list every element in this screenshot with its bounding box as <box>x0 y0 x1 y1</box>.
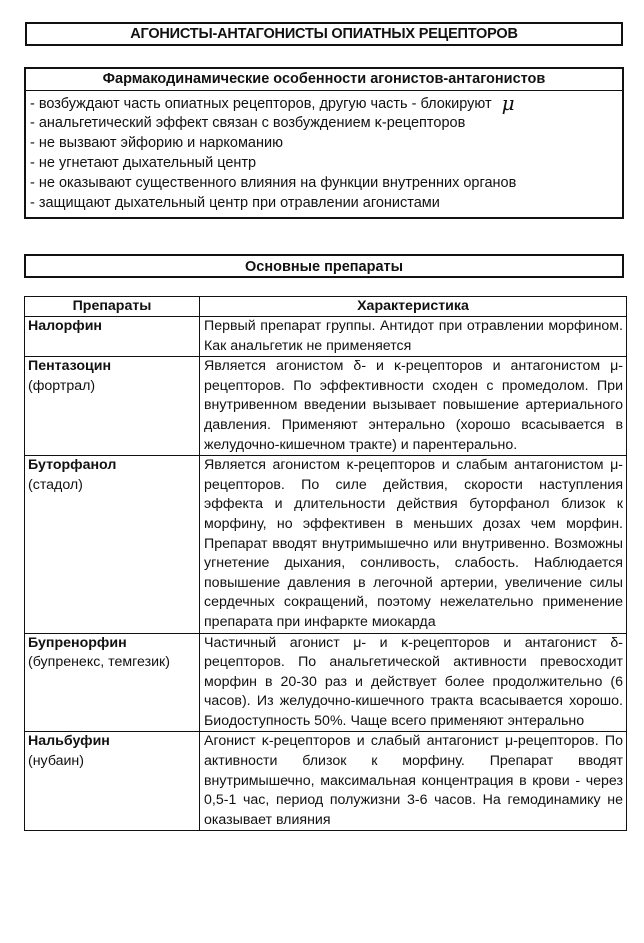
pharmacodynamics-list <box>26 91 622 217</box>
drugs-table <box>24 296 627 831</box>
drug-name: Бупренорфин <box>28 634 127 651</box>
drug-description: Агонист κ-рецепторов и слабый антагонист μ-рецепторов. По активности близок к морфину. Препарат вводят внутримышечно, максимальная концентрация в крови - через 0,5-1 час, период полужизни 3-6 часов. На гемодинамику не оказывает влияния <box>200 732 627 831</box>
drug-trade-names: (фортрал) <box>28 377 96 394</box>
drug-name-cell <box>25 357 200 456</box>
table-row <box>25 633 627 732</box>
list-item: - не угнетают дыхательный центр <box>30 155 257 171</box>
drug-name: Нальбуфин <box>28 733 110 750</box>
document-page <box>20 22 626 831</box>
list-item: - не вызвают эйфорию и наркоманию <box>30 135 283 151</box>
drug-name-cell <box>25 456 200 633</box>
drug-name-cell <box>25 732 200 831</box>
list-item: - возбуждают часть опиатных рецепторов, другую часть - блокируют μ <box>30 91 515 115</box>
column-header-drugs: Препараты <box>25 297 200 317</box>
list-item: - не оказывают существенного влияния на функции внутренних органов <box>30 175 517 191</box>
table-row <box>25 357 627 456</box>
page-title: АГОНИСТЫ-АНТАГОНИСТЫ ОПИАТНЫХ РЕЦЕПТОРОВ <box>25 22 623 46</box>
table-header-row <box>25 297 627 317</box>
drug-name: Налорфин <box>28 318 102 334</box>
drug-trade-names: (нубаин) <box>28 753 84 770</box>
drug-description: Первый препарат группы. Антидот при отравлении морфином. Как анальгетик не применяется <box>200 317 627 357</box>
drug-description: Является агонистом δ- и κ-рецепторов и антагонистом μ-рецепторов. По эффективности сходен с промедолом. При внутривенном введении вызывает повышение артериального давления. Применяют энтерально (хорошо всасывается в желудочно-кишечном тракте) и парентерально. <box>200 357 627 456</box>
drugs-section-title: Основные препараты <box>24 254 624 278</box>
table-row <box>25 317 627 357</box>
pharmacodynamics-header: Фармакодинамические особенности агонистов-антагонистов <box>26 69 622 91</box>
drug-name-cell <box>25 317 200 357</box>
list-item: - анальгетический эффект связан с возбуждением κ-рецепторов <box>30 115 466 131</box>
table-row <box>25 456 627 633</box>
drug-name-cell <box>25 633 200 732</box>
list-item: - защищают дыхательный центр при отравлении агонистами <box>30 195 440 211</box>
drug-trade-names: (стадол) <box>28 476 83 493</box>
table-row <box>25 732 627 831</box>
drug-name: Буторфанол <box>28 457 117 474</box>
handwritten-mu-mark: μ <box>501 91 515 115</box>
drug-description: Является агонистом κ-рецепторов и слабым антагонистом μ-рецепторов. По силе действия, скорости наступления эффекта и длительности действия буторфанол близок к морфину, но эффективен в меньших дозах чем морфин. Препарат вводят внутримышечно или внутривенно. Возможны угнетение дыхания, сонливость, слабость. Наблюдается повышение давления в легочной артерии, увеличение силы сердечных сокращений, поэтому нежелательно применение препарата при инфаркте миокарда <box>200 456 627 633</box>
drug-name: Пентазоцин <box>28 358 112 375</box>
drug-trade-names: (бупренекс, темгезик) <box>28 654 170 671</box>
pharmacodynamics-box <box>24 67 624 219</box>
column-header-characteristics: Характеристика <box>200 297 627 317</box>
drug-description: Частичный агонист μ- и κ-рецепторов и антагонист δ-рецепторов. По анальгетической активности превосходит морфин в 20-30 раз и действует более продолжительно (6 часов). Из желудочно-кишечного тракта всасывается хорошо. Биодоступность 50%. Чаще всего применяют энтерально <box>200 633 627 732</box>
